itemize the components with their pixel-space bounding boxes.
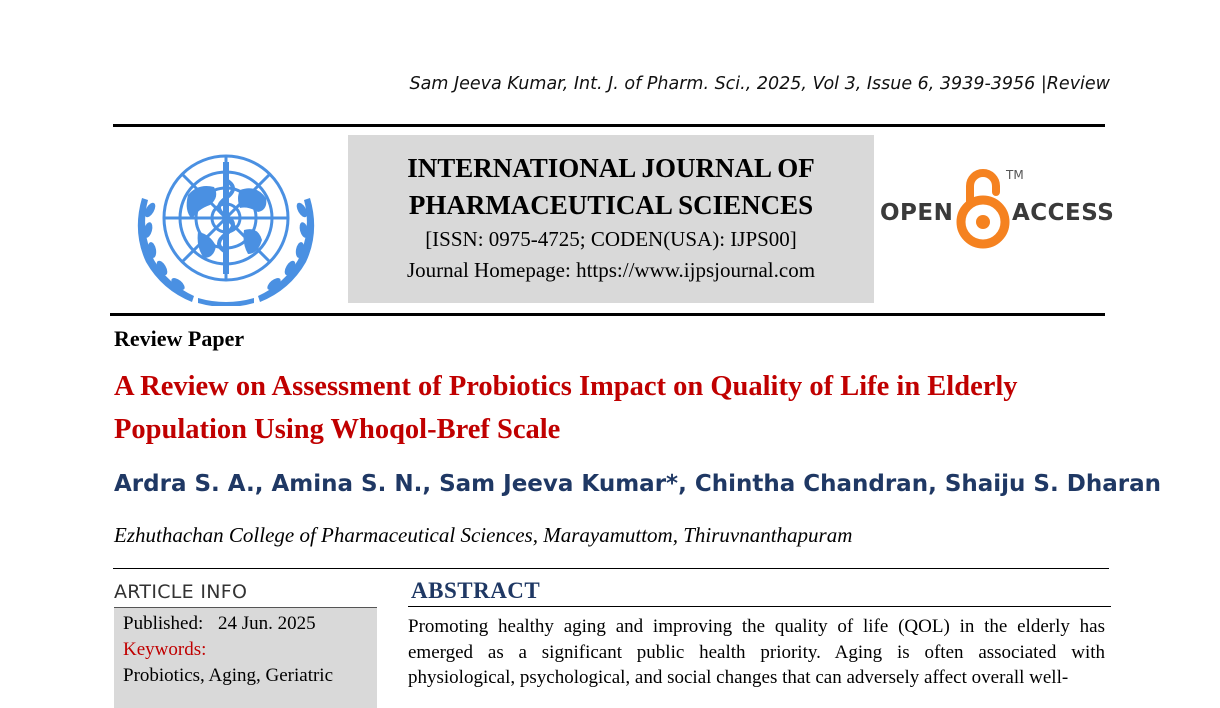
article-title: A Review on Assessment of Probiotics Impact on Quality of Life in Elderly Population Using Whoqol-Bref Scale	[114, 371, 1018, 445]
article-info-box	[114, 607, 377, 708]
open-access-logo	[878, 166, 1115, 252]
journal-homepage: Journal Homepage: https://www.ijpsjournal.com	[406, 258, 816, 282]
article-affiliation: Ezhuthachan College of Pharmaceutical Sciences, Marayamuttom, Thiruvnanthapuram	[114, 523, 853, 547]
un-emblem-logo	[128, 140, 324, 306]
open-access-tm: TM	[1006, 168, 1024, 182]
article-authors: Ardra S. A., Amina S. N., Sam Jeeva Kumar*, Chintha Chandran, Shaiju S. Dharan	[114, 471, 1161, 497]
published-label: Published:	[123, 613, 204, 634]
published-line	[123, 613, 316, 635]
abstract-text: Promoting healthy aging and improving the quality of life (QOL) in the elderly has emerged as a significant public health priority. Aging is often associated with physiological, psychological, and social changes that can adversely affect overall well-	[408, 616, 1105, 688]
header-top-rule	[113, 124, 1105, 127]
published-date: 24 Jun. 2025	[217, 613, 316, 634]
abstract-heading-rule	[408, 606, 1111, 607]
journal-issn: [ISSN: 0975-4725; CODEN(USA): IJPS00]	[425, 227, 797, 251]
open-access-open-label: OPEN	[880, 200, 954, 226]
paper-type: Review Paper	[114, 326, 245, 351]
header-bottom-rule	[110, 313, 1105, 316]
open-lock-icon	[954, 166, 1012, 250]
running-head: Sam Jeeva Kumar, Int. J. of Pharm. Sci., 2025, Vol 3, Issue 6, 3939-3956 |Review	[409, 74, 1110, 94]
affiliation-rule	[113, 568, 1109, 569]
journal-title-line1: INTERNATIONAL JOURNAL OF	[407, 153, 815, 183]
keywords-value: Probiotics, Aging, Geriatric	[123, 665, 334, 686]
keywords-label: Keywords:	[123, 639, 207, 660]
journal-masthead-box	[348, 135, 874, 303]
abstract-heading: ABSTRACT	[411, 578, 541, 603]
open-access-access-label: ACCESS	[1012, 200, 1115, 226]
journal-title-line2: PHARMACEUTICAL SCIENCES	[408, 190, 814, 220]
article-info-heading: ARTICLE INFO	[114, 581, 248, 603]
journal-title	[348, 150, 874, 224]
